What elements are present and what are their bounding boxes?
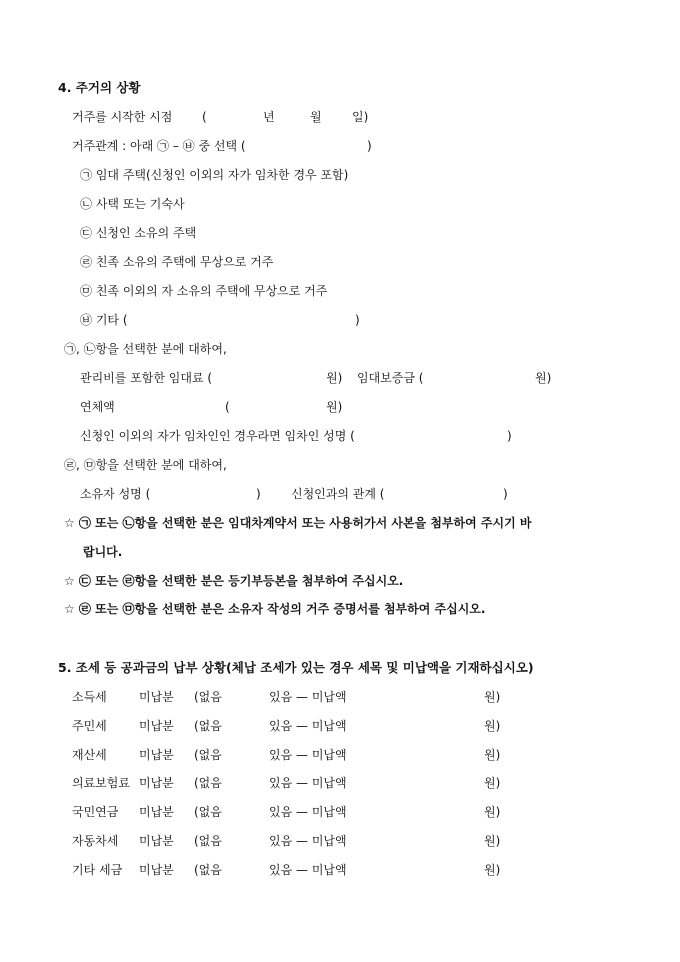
relation-close: ) — [503, 487, 508, 501]
option-c: ㉢ 신청인 소유의 주택 — [80, 226, 197, 240]
day-label: 일) — [352, 110, 369, 124]
tax-name: 의료보험료 — [72, 776, 130, 791]
won-close: 원) — [484, 690, 501, 704]
unpaid-label: 미납분 — [139, 805, 174, 820]
arrears-option: 있음 — 미납액 — [269, 776, 347, 791]
deposit-label: 임대보증금 ( — [357, 371, 424, 385]
unpaid-label: 미납분 — [139, 718, 174, 733]
note-1-cont: 랍니다. — [83, 545, 123, 559]
rent-won: 원) — [326, 371, 343, 385]
unpaid-label: 미납분 — [139, 776, 174, 791]
tax-name: 소득세 — [72, 690, 107, 704]
residence-start-label: 거주를 시작한 시점 — [72, 110, 173, 124]
arrears-open: ( — [225, 400, 230, 414]
none-option: (없음 — [194, 718, 222, 733]
none-option: (없음 — [194, 747, 222, 762]
residence-relation-label: 거주관계 : 아래 ㉠ – ㉥ 중 선택 ( — [72, 139, 246, 153]
option-d: ㉣ 친족 소유의 주택에 무상으로 거주 — [80, 255, 274, 269]
none-option: (없음 — [194, 690, 222, 704]
won-close: 원) — [484, 805, 501, 820]
tenant-close: ) — [507, 429, 512, 443]
arrears-option: 있음 — 미납액 — [269, 690, 347, 704]
year-label: 년 — [263, 110, 275, 124]
arrears-option: 있음 — 미납액 — [269, 862, 347, 877]
none-option: (없음 — [194, 805, 222, 820]
tenant-name-label: 신청인 이외의 자가 임차인인 경우라면 임차인 성명 ( — [80, 429, 355, 443]
owner-name-label: 소유자 성명 ( — [80, 487, 151, 501]
arrears-option: 있음 — 미납액 — [269, 747, 347, 762]
tax-name: 재산세 — [72, 747, 107, 762]
owner-close: ) — [256, 487, 261, 501]
note-2: ☆ ㉢ 또는 ㉣항을 선택한 분은 등기부등본을 첨부하여 주십시오. — [64, 574, 404, 588]
none-option: (없음 — [194, 834, 222, 848]
open-paren: ( — [202, 110, 207, 124]
won-close: 원) — [484, 834, 501, 848]
unpaid-label: 미납분 — [139, 834, 174, 848]
ab-header: ㉠, ㉡항을 선택한 분에 대하여, — [64, 342, 227, 356]
relation-label: 신청인과의 관계 ( — [291, 487, 385, 501]
rent-label: 관리비를 포함한 임대료 ( — [80, 371, 213, 385]
unpaid-label: 미납분 — [139, 747, 174, 762]
arrears-option: 있음 — 미납액 — [269, 718, 347, 733]
won-close: 원) — [484, 718, 501, 733]
tax-name: 기타 세금 — [72, 862, 123, 877]
won-close: 원) — [484, 862, 501, 877]
close-paren: ) — [367, 139, 372, 153]
arrears-option: 있음 — 미납액 — [269, 805, 347, 820]
arrears-won: 원) — [326, 400, 343, 414]
won-close: 원) — [484, 776, 501, 791]
deposit-won: 원) — [535, 371, 552, 385]
section-5-title: 5. 조세 등 공과금의 납부 상황(체납 조세가 있는 경우 세목 및 미납액을 기재하십시오) — [58, 660, 534, 675]
option-a: ㉠ 임대 주택(신청인 이외의 자가 임차한 경우 포함) — [80, 168, 349, 182]
option-f-close: ) — [355, 313, 360, 327]
arrears-label: 연체액 — [80, 400, 115, 414]
tax-name: 주민세 — [72, 718, 107, 733]
none-option: (없음 — [194, 862, 222, 877]
option-f: ㉥ 기타 ( — [80, 313, 128, 327]
unpaid-label: 미납분 — [139, 862, 174, 877]
note-1: ☆ ㉠ 또는 ㉡항을 선택한 분은 임대차계약서 또는 사용허가서 사본을 첨부하여 주시기 바 — [64, 516, 532, 530]
option-e: ㉤ 친족 이외의 자 소유의 주택에 무상으로 거주 — [80, 284, 328, 298]
won-close: 원) — [484, 747, 501, 762]
section-4-title: 4. 주거의 상황 — [58, 80, 141, 95]
month-label: 월 — [310, 110, 322, 124]
unpaid-label: 미납분 — [139, 690, 174, 704]
tax-name: 자동차세 — [72, 834, 119, 848]
note-3: ☆ ㉣ 또는 ㉤항을 선택한 분은 소유자 작성의 거주 증명서를 첨부하여 주십시오. — [64, 602, 486, 616]
arrears-option: 있음 — 미납액 — [269, 834, 347, 848]
de-header: ㉣, ㉤항을 선택한 분에 대하여, — [64, 458, 227, 472]
none-option: (없음 — [194, 776, 222, 791]
option-b: ㉡ 사택 또는 기숙사 — [80, 197, 185, 211]
tax-name: 국민연금 — [72, 805, 119, 820]
